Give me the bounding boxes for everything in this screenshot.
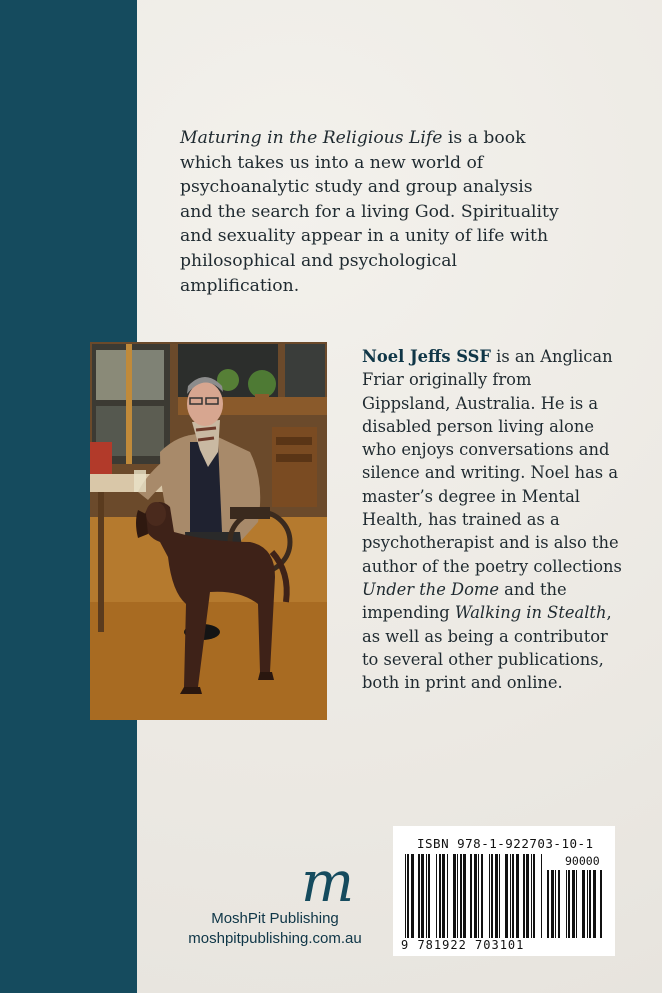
- publisher-url: moshpitpublishing.com.au: [188, 930, 362, 947]
- publisher-logo-letter: m: [301, 855, 355, 910]
- book-title: Maturing in the Religious Life: [180, 128, 443, 148]
- blurb-text: is a book which takes us into a new world of psychoanalytic study and group analysis and the search for a living God. Spirituality and sexuality appear in a unity of life with philosophical and psychological amplification.: [180, 128, 559, 296]
- barcode-bars: [405, 854, 543, 938]
- barcode-box: [393, 826, 615, 956]
- book-blurb: [180, 126, 565, 298]
- addon-number: 90000: [565, 854, 600, 868]
- addon-bars: [545, 854, 603, 938]
- bio-text-1: is an Anglican Friar originally from Gippsland, Australia. He is a disabled person living alone who enjoys conversations and silence and writing. Noel has a master’s degree in Mental Health, has trained as a psychotherapist and is also the author of the poetry collections: [362, 347, 622, 576]
- isbn-label: ISBN 978-1-922703-10-1: [417, 836, 594, 851]
- publisher-logo: [295, 855, 385, 910]
- publisher-name: MoshPit Publishing: [211, 910, 339, 927]
- author-bio: [362, 345, 624, 694]
- author-name: Noel Jeffs SSF: [362, 347, 491, 366]
- bio-book-2: Walking in Stealth: [454, 603, 607, 623]
- publisher-block: [180, 909, 370, 949]
- bio-book-1: Under the Dome: [362, 579, 499, 599]
- barcode-digits: 9 781922 703101: [401, 938, 525, 952]
- bio-text-2: and the impending: [362, 579, 567, 623]
- author-photo: [90, 342, 327, 720]
- bio-text-3: , as well as being a contributor to several other publications, both in print and online.: [362, 603, 612, 693]
